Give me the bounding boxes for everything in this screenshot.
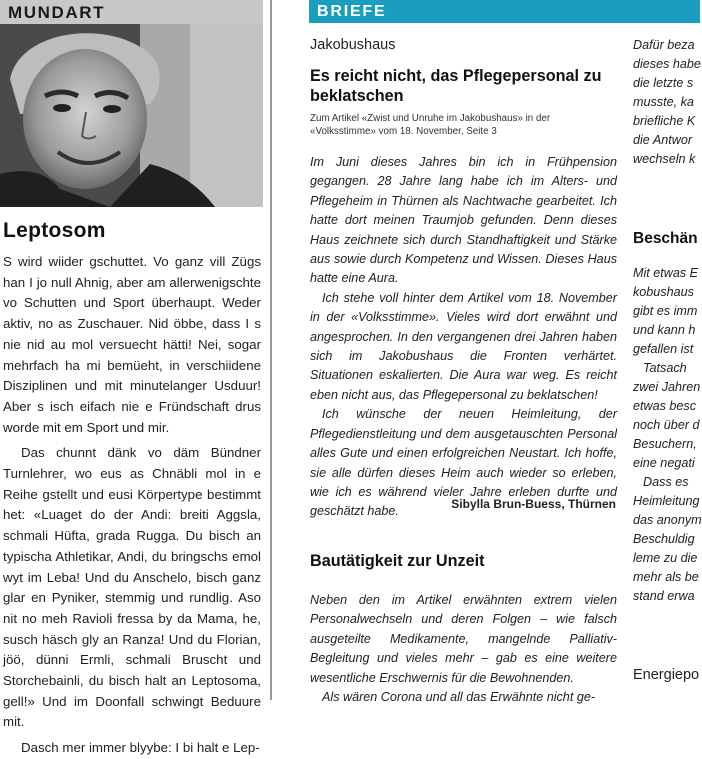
text-line: Dafür beza [633,38,695,52]
column-body [3,252,261,759]
text-line: kobushaus [633,285,694,299]
paragraph: S wird wiider gschuttet. Vo ganz vill Zügs han I jo null Ahnig, aber am allerwenigschte vo Schutten und Sport überhaupt. Weder aktiv, no as Zuschauer. Nid öbbe, dass I s nie nid au mol versuecht hätti! Nei, sogar mehrfach ha mi bemüeht, in verschiidene Disziplinen und mit minutelanger Usduur! Aber s isch eifach nie e Fründschaft drus worde mit em Sport und mir. [3,254,261,435]
article-reference: Zum Artikel «Zwist und Unruhe im Jakobushaus» in der «Volksstimme» vom 18. November, Seite 3 [310,113,551,137]
text-line: eine negati [633,456,695,470]
mundart-column [0,0,263,756]
letter-headline-2: Bautätigkeit zur Unzeit [310,552,485,570]
column-title: Leptosom [3,219,106,242]
text-line: Besuchern, [633,437,697,451]
text-line: leme zu die [633,551,698,565]
text-line: Beschuldig [633,532,695,546]
text-line: gibt es imm [633,304,698,318]
clipped-column [633,0,700,700]
letter-kicker: Jakobushaus [310,37,396,53]
paragraph: Ich stehe voll hinter dem Artikel vom 18. November in der «Volksstimme». Vieles wird dort erwähnt und angesprochen. In den vergangenen drei Jahren haben sich im Jakobushaus die Fronten verhärtet. Situationen eskalierten. Die Aura war weg. Es reicht eben nicht aus, das Pflegepersonal zu beklatschen! [310,290,617,402]
paragraph: Das chunnt dänk vo däm Bündner Turnlehrer, wo eus as Chnäbli mol in e Reihe gstellt und eusi Körpertype bestimmt het: «Luaget do der Andi: breiti Aggsla, schmali Hüfta, grada Rugga. Du bisch an typischa Athletikar, Andi, du bringschs emol wyt im Leba! Und du Anschelo, bisch ganz glar en Pyniker, stemmig und rundlig. Aso nit no meh Ravioli fressa by da Mama, he, susch häsch gly an Ranza! Und du Florian, jöö, dünni Ermli, schmali Bruscht und Storchebainli, du bisch halt an Leptosoma, gell!» Und im Doonfall schwingt Beduure mit. [3,445,261,730]
text-line: briefliche K [633,114,696,128]
text-line: stand erwa [633,589,695,603]
letter-headline: Es reicht nicht, das Pflegepersonal zu beklatschen [310,67,602,105]
text-line: etwas besc [633,399,696,413]
letter-body-2 [310,591,617,707]
text-line: und kann h [633,323,696,337]
paragraph: Im Juni dieses Jahres bin ich in Frühpension gegangen. 28 Jahre lang habe ich im Alters- und Pflegeheim in Thürnen als Nachtwache gearbeitet. Ich hatte dort meinen Traumjob gefunden. Denn dieses Haus zeichnete sich durch Standhaftigkeit und Stärke aus sowie durch Kompetenz und Wissen. Dieses Haus hatte eine Aura. [310,155,617,286]
clipped-headline: Beschän [633,230,698,247]
paragraph: Ich wünsche der neuen Heimleitung, der Pflegedienstleitung und dem ausgetauschten Personal alles Gute und einen erfolgreichen Neustart. Ich hoffe, sie alle dürfen dieses Heim auch wieder so erleben, wie ich es während vieler Jahre erleben durfte und geschätzt habe. [310,407,617,519]
section-label: MUNDART [8,3,106,22]
text-line: mehr als be [633,570,699,584]
section-header-mundart [0,0,263,24]
text-line: Heimleitung [633,494,700,508]
text-line: Mit etwas E [633,266,699,280]
paragraph: Dasch mer immer blyybe: I bi halt e Lep- [21,740,260,756]
paragraph: Als wären Corona und all das Erwähnte nicht ge- [322,690,596,705]
text-line: Dass es [643,475,689,489]
section-label: BRIEFE [317,3,387,20]
paragraph: Neben den im Artikel erwähnten extrem vielen Personalwechseln und deren Folgen – wie falsch ausgeteilte Medikamente, mangelnde Palliativ-Begleitung und vieles mehr – gab es eine weitere wesentliche Erschwernis für die Bewohnenden. [310,593,617,685]
text-line: das anonym [633,513,702,527]
text-line: wechseln k [633,152,696,166]
author-portrait [0,24,263,207]
clipped-kicker: Energiepo [633,667,700,683]
column-divider [270,0,272,700]
letter-body [310,153,617,522]
text-line: zwei Jahren [633,380,701,394]
text-line: Tatsach [643,361,687,375]
text-line: musste, ka [633,95,694,109]
text-line: gefallen ist [633,342,694,356]
text-line: dieses habe [633,57,701,71]
text-line: noch über d [633,418,700,432]
text-line: die letzte s [633,76,694,90]
letter-signature: Sibylla Brun-Buess, Thürnen [451,497,616,511]
text-line: die Antwor [633,133,693,147]
